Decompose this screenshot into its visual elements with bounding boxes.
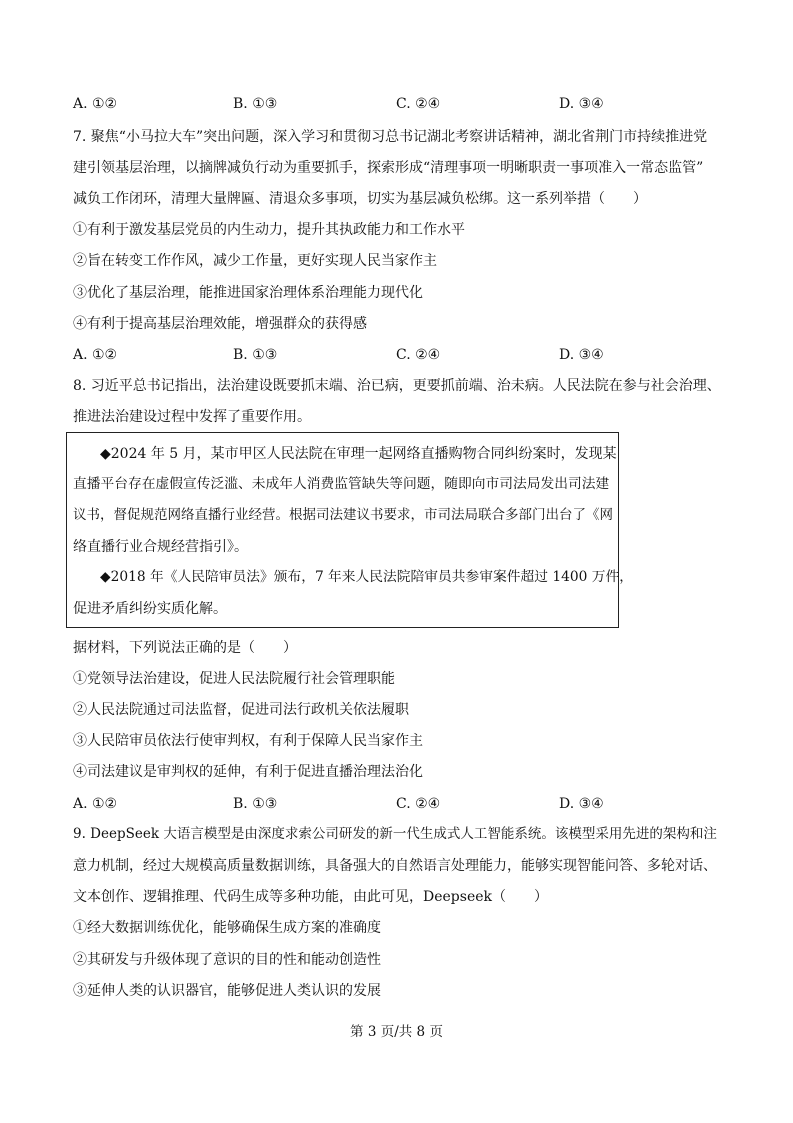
q6-option-a: A. ①② — [73, 96, 118, 112]
q7-statement-4: ④有利于提高基层治理效能，增强群众的获得感 — [73, 316, 367, 332]
q9-statement-3: ③延伸人类的认识器官，能够促进人类认识的发展 — [73, 983, 381, 999]
q7-stem-line-2: 建引领基层治理，以摘牌减负行动为重要抓手，探索形成“清理事项一明晰职责一事项准入一常态监管” — [73, 160, 704, 176]
q8-material-line-1: ◆2024 年 5 月，某市甲区人民法院在审理一起网络直播购物合同纠纷案时，发现某 — [100, 446, 617, 462]
q8-material-line-3: 议书，督促规范网络直播行业经营。根据司法建议书要求，市司法局联合多部门出台了《网 — [73, 507, 613, 523]
q8-option-c: C. ②④ — [396, 796, 441, 812]
q6-option-c: C. ②④ — [396, 96, 441, 112]
q7-option-b: B. ①③ — [233, 347, 278, 363]
q8-material-line-5: ◆2018 年《人民陪审员法》颁布，7 年来人民法院陪审员共参审案件超过 1400 万件， — [100, 569, 634, 585]
q8-statement-2: ②人民法院通过司法监督，促进司法行政机关依法履职 — [73, 702, 409, 718]
q9-statement-1: ①经大数据训练优化，能够确保生成方案的准确度 — [73, 920, 381, 936]
q8-statement-4: ④司法建议是审判权的延伸，有利于促进直播治理法治化 — [73, 764, 423, 780]
q8-material-line-2: 直播平台存在虚假宣传泛滥、未成年人消费监管缺失等问题，随即向市司法局发出司法建 — [73, 476, 610, 492]
q9-stem-line-2: 意力机制，经过大规模高质量数据训练，具备强大的自然语言处理能力，能够实现智能问答、多轮对话、 — [73, 858, 717, 874]
q7-stem-line-1: 7. 聚焦“小马拉大车”突出问题，深入学习和贯彻习总书记湖北考察讲话精神，湖北省荆门市持续推进党 — [73, 129, 708, 145]
page-footer: 第 3 页/共 8 页 — [350, 1024, 443, 1040]
q6-options — [73, 97, 633, 115]
q9-statement-2: ②其研发与升级体现了意识的目的性和能动创造性 — [73, 952, 381, 968]
q8-option-d: D. ③④ — [559, 796, 604, 812]
q6-option-b: B. ①③ — [233, 96, 278, 112]
q7-stem-line-3: 减负工作闭环，清理大量牌匾、清退众多事项，切实为基层减负松绑。这一系列举措（ ） — [73, 191, 647, 207]
q8-option-a: A. ①② — [73, 796, 118, 812]
q9-stem-line-1: 9. DeepSeek 大语言模型是由深度求索公司研发的新一代生成式人工智能系统。该模型采用先进的架构和注 — [73, 826, 717, 842]
q7-statement-1: ①有利于激发基层党员的内生动力，提升其执政能力和工作水平 — [73, 222, 465, 238]
q8-material-line-4: 络直播行业合规经营指引》。 — [73, 539, 248, 555]
q7-option-d: D. ③④ — [559, 347, 604, 363]
q8-material-box — [66, 432, 634, 628]
q7-statement-3: ③优化了基层治理，能推进国家治理体系治理能力现代化 — [73, 285, 423, 301]
q7-option-c: C. ②④ — [396, 347, 441, 363]
q7-statement-2: ②旨在转变工作作风，减少工作量，更好实现人民当家作主 — [73, 253, 437, 269]
q8-options — [73, 797, 633, 815]
q8-material-line-6: 促进矛盾纠纷实质化解。 — [73, 601, 227, 617]
q8-option-b: B. ①③ — [233, 796, 278, 812]
q7-options — [73, 348, 633, 366]
q7-option-a: A. ①② — [73, 347, 118, 363]
q6-option-d: D. ③④ — [559, 96, 604, 112]
q9-stem-line-3: 文本创作、逻辑推理、代码生成等多种功能，由此可见，Deepseek（ ） — [73, 889, 548, 905]
q8-statement-1: ①党领导法治建设，促进人民法院履行社会管理职能 — [73, 671, 395, 687]
q8-stem-line-2: 推进法治建设过程中发挥了重要作用。 — [73, 409, 311, 425]
q8-stem-line-1: 8. 习近平总书记指出，法治建设既要抓末端、治已病，更要抓前端、治未病。人民法院在参与社会治理、 — [73, 378, 721, 394]
q8-statement-3: ③人民陪审员依法行使审判权，有利于保障人民当家作主 — [73, 733, 423, 749]
q8-question: 据材料，下列说法正确的是（ ） — [73, 640, 297, 656]
